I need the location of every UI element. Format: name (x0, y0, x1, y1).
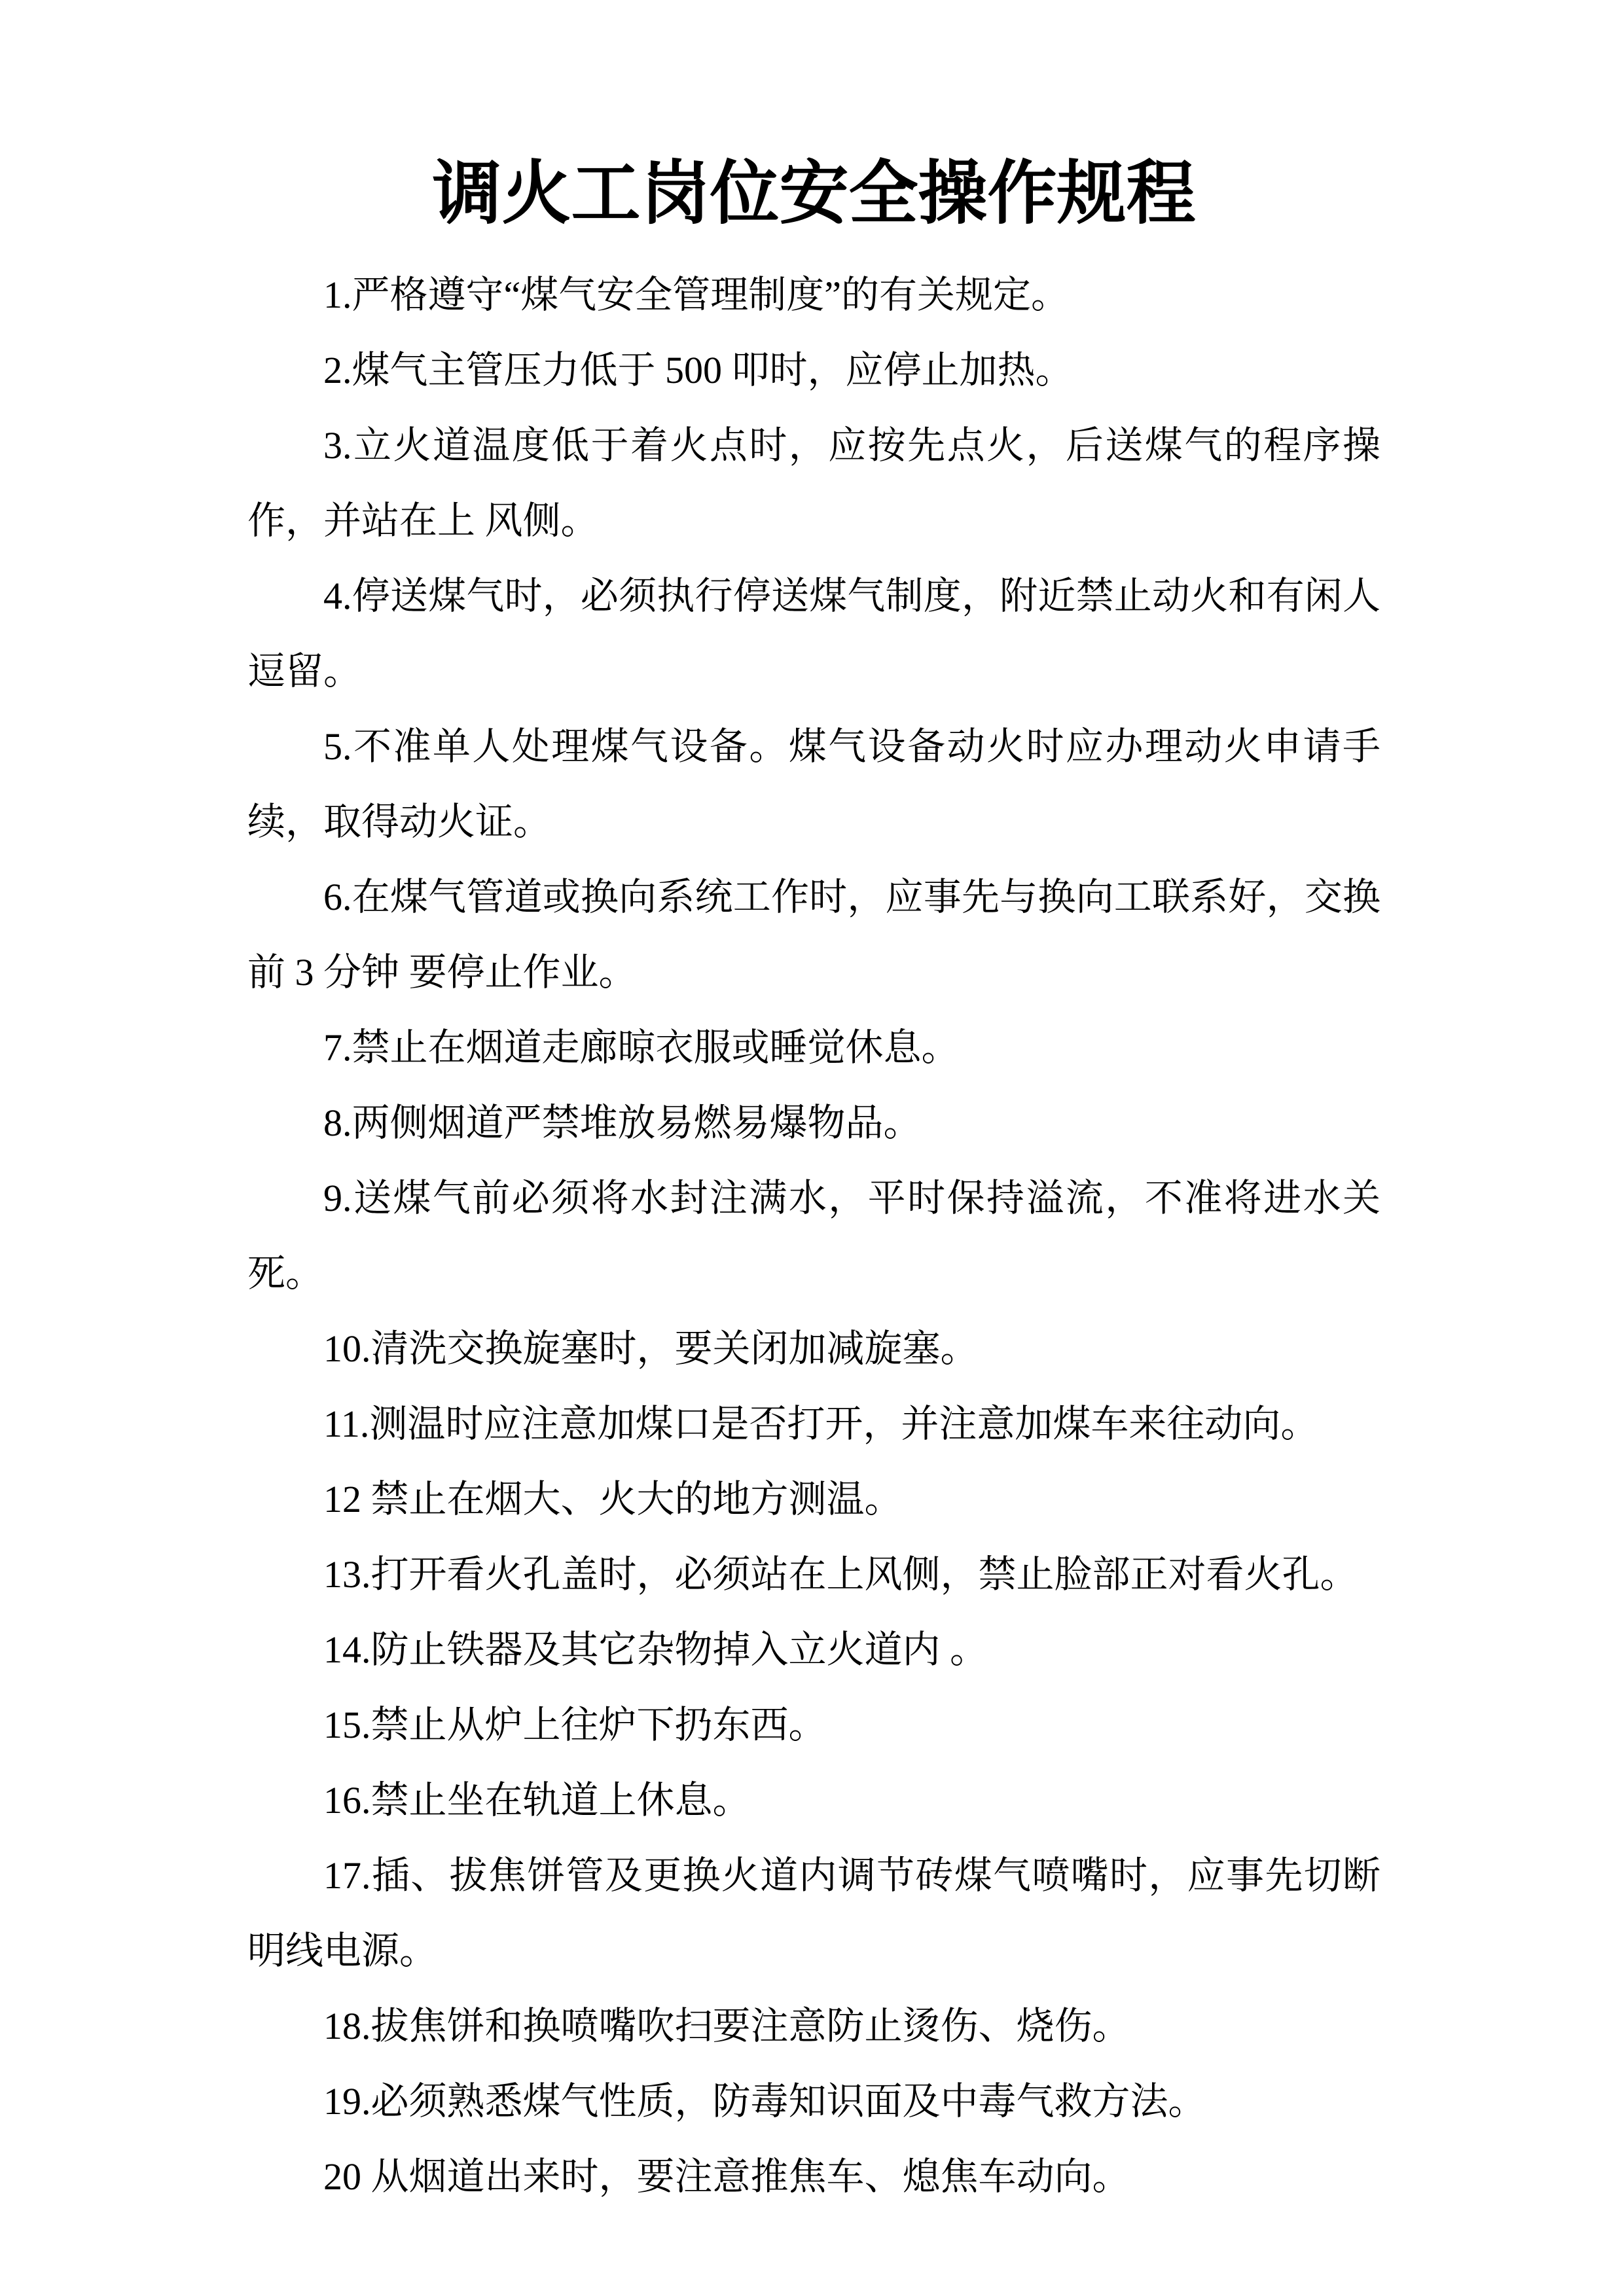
rule-item-10: 10.清洗交换旋塞时，要关闭加减旋塞。 (323, 1327, 979, 1370)
rule-item-18: 18.拔焦饼和换喷嘴吹扫要注意防止烫伤、烧伤。 (323, 2005, 1130, 2047)
rule-item-2: 2.煤气主管压力低于 500 叩时，应停止加热。 (323, 349, 1074, 391)
rule-item-9: 9.送煤气前必须将水封注满水，平时保持溢流，不准将进水关死。 (247, 1177, 1380, 1295)
rule-item-20: 20 从烟道出来时，要注意推焦车、熄焦车动向。 (323, 2155, 1130, 2198)
rule-item-8: 8.两侧烟道严禁堆放易燃易爆物品。 (323, 1102, 922, 1144)
rule-item-15: 15.禁止从炉上往炉下扔东西。 (323, 1704, 827, 1746)
rule-item-5: 5.不准单人处理煤气设备。煤气设备动火时应办理动火申请手续，取得动火证。 (247, 725, 1380, 843)
rule-item-14: 14.防止铁器及其它杂物掉入立火道内 。 (323, 1628, 988, 1671)
rule-item-4: 4.停送煤气时，必须执行停送煤气制度，附近禁止动火和有闲人逗留。 (247, 575, 1380, 692)
rule-item-11: 11.测温时应注意加煤口是否打开，并注意加煤车来往动向。 (323, 1403, 1319, 1445)
rule-item-17: 17.插、拔焦饼管及更换火道内调节砖煤气喷嘴时，应事先切断明线电源。 (247, 1854, 1380, 1972)
rule-item-1: 1.严格遵守“煤气安全管理制度”的有关规定。 (323, 274, 1069, 316)
rule-item-12: 12 禁止在烟大、火大的地方测温。 (323, 1478, 903, 1520)
document-title: 调火工岗位安全操作规程 (432, 156, 1196, 232)
rule-item-19: 19.必须熟悉煤气性质，防毒知识面及中毒气救方法。 (323, 2080, 1206, 2123)
rule-item-6: 6.在煤气管道或换向系统工作时，应事先与换向工联系好，交换前 3 分钟 要停止作业。 (247, 876, 1380, 994)
rule-item-3: 3.立火道温度低于着火点时，应按先点火，后送煤气的程序操作，并站在上 风侧。 (247, 424, 1380, 542)
rule-item-7: 7.禁止在烟道走廊晾衣服或睡觉休息。 (323, 1026, 960, 1069)
rule-item-13: 13.打开看火孔盖时，必须站在上风侧，禁止脸部正对看火孔。 (323, 1553, 1358, 1596)
document-body (247, 257, 1380, 2214)
rule-item-16: 16.禁止坐在轨道上休息。 (323, 1779, 751, 1821)
